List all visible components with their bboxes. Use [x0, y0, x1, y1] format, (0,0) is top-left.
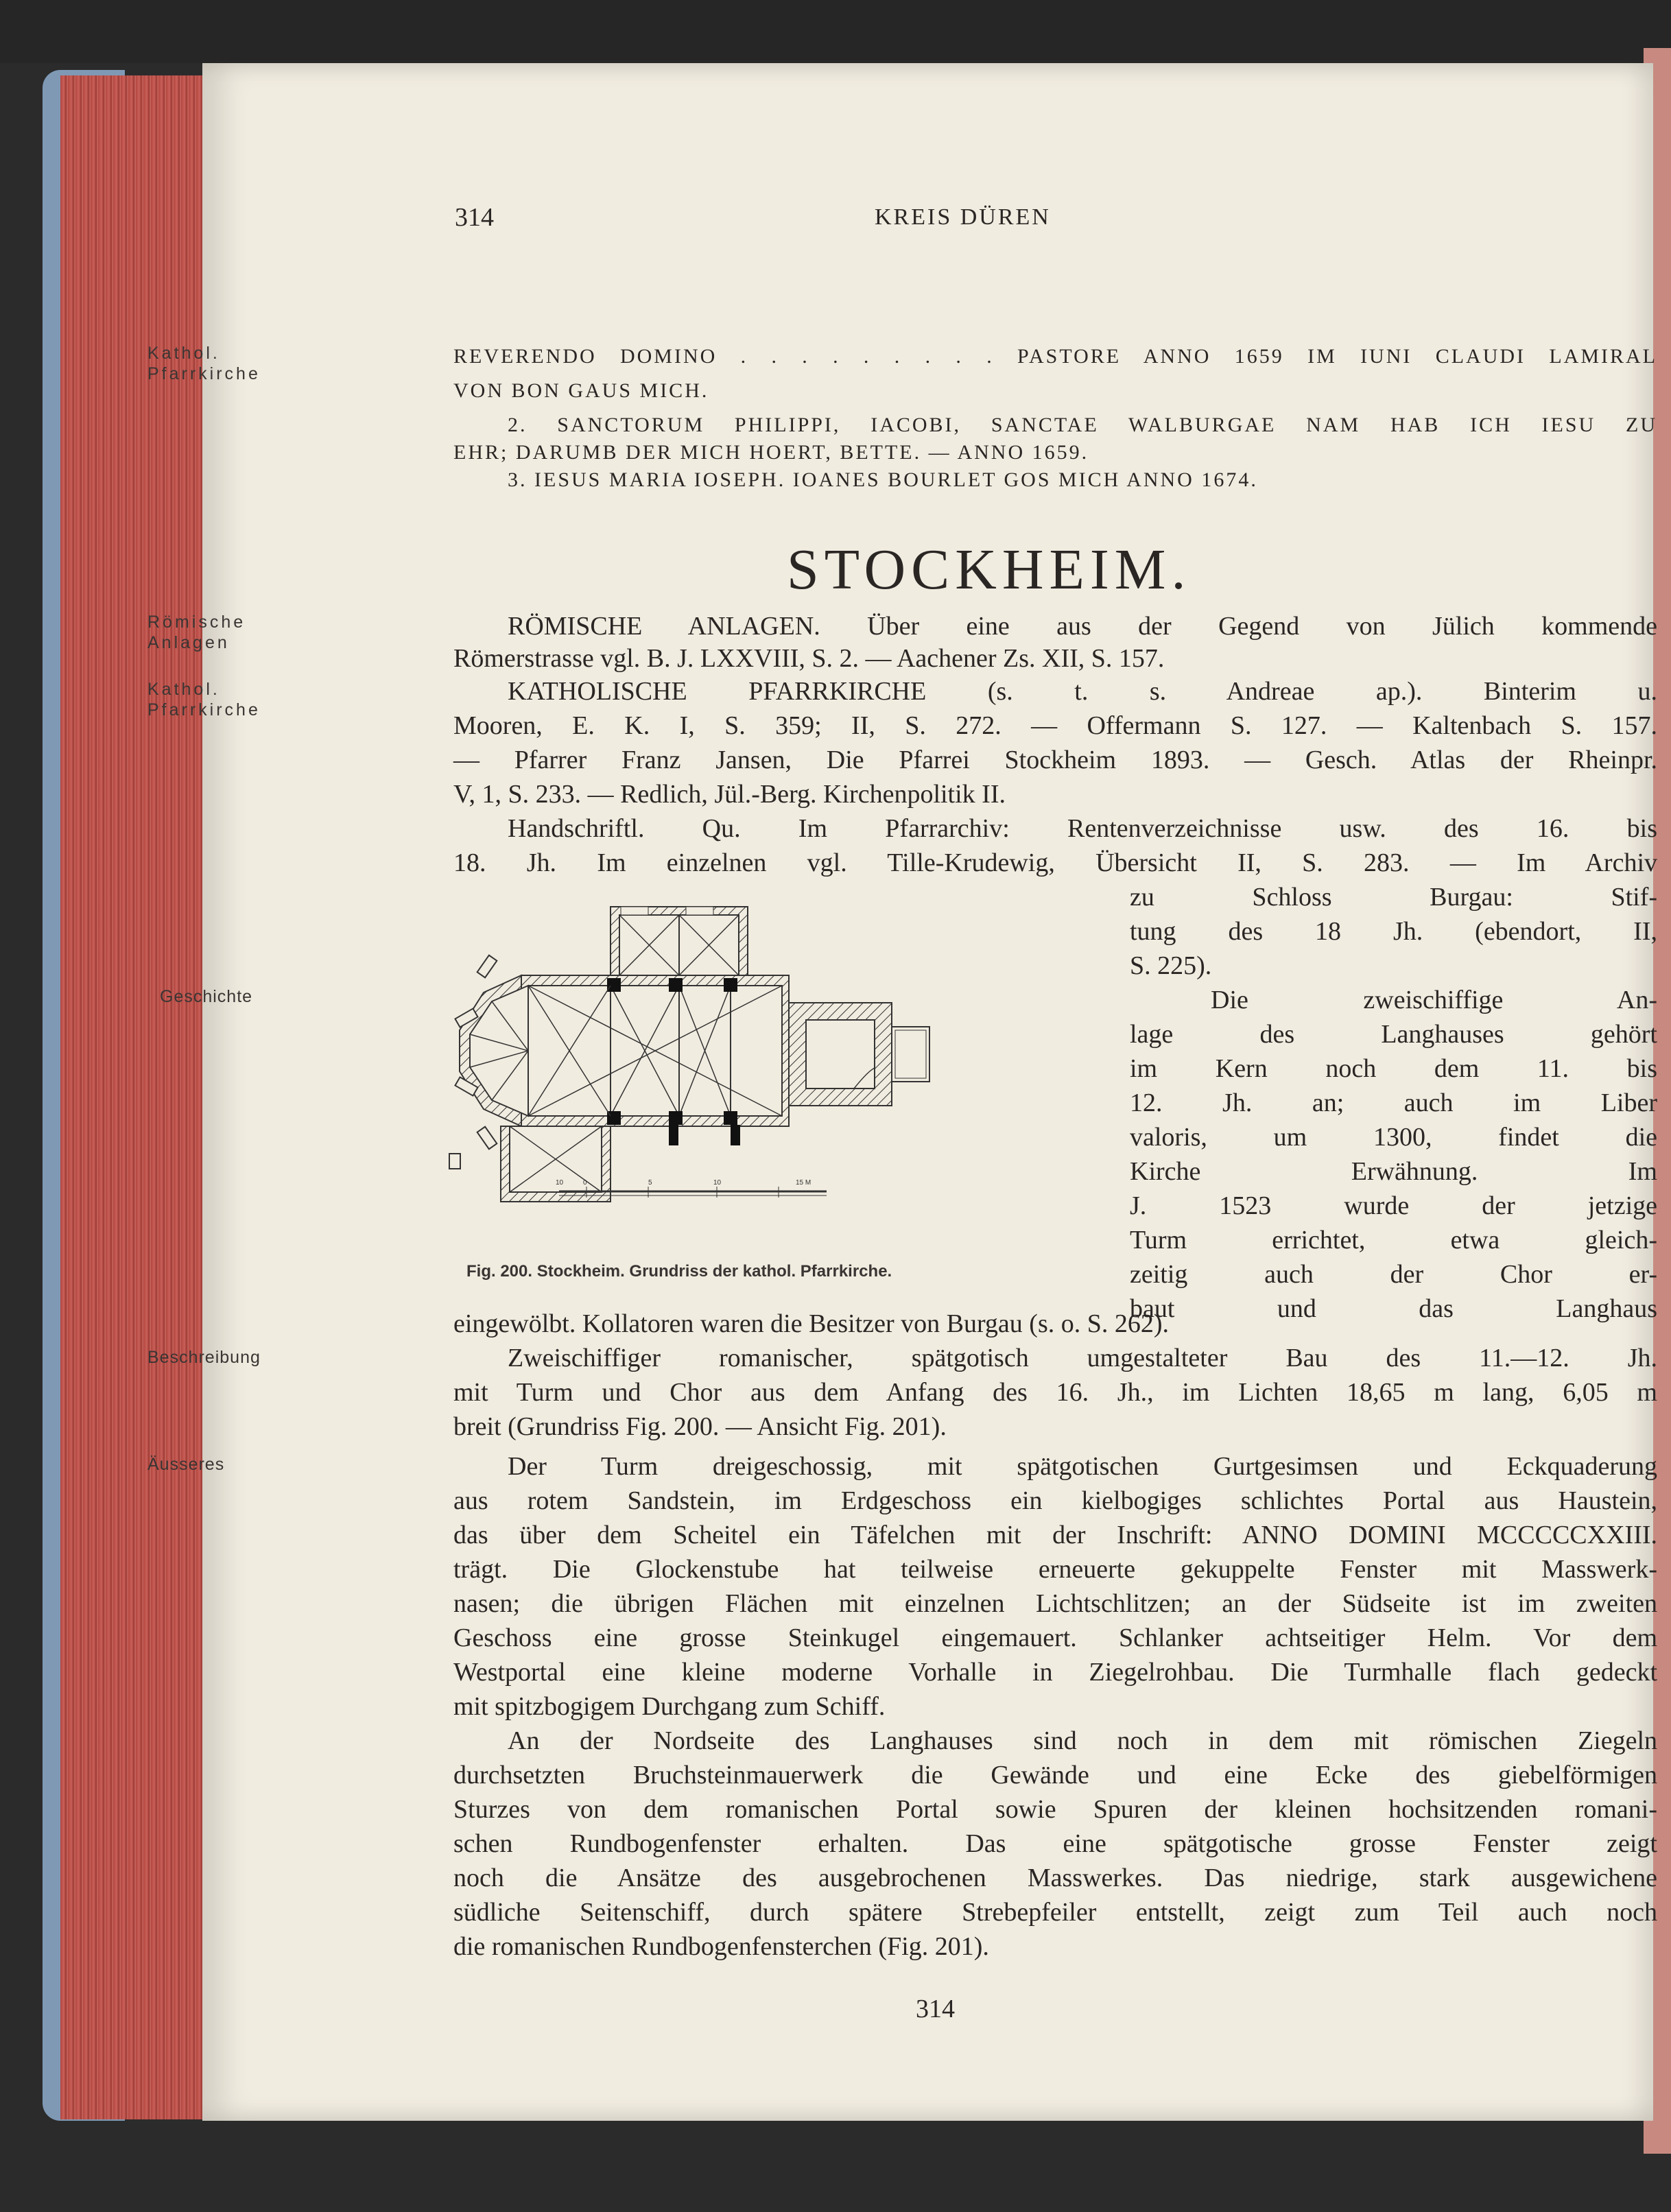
right-col-line: im Kern noch dem 11. bis [1130, 1054, 1657, 1083]
text-line: — Pfarrer Franz Jansen, Die Pfarrei Stockheim 1893. — Gesch. Atlas der Rheinpr. [453, 746, 1657, 774]
margin-note-roemische-anlagen: Römische Anlagen [147, 613, 246, 652]
scan-background [0, 0, 1671, 63]
right-col-line: Die zweischiffige An- [1211, 986, 1657, 1014]
bell-line-4: EHR; DARUMB DER MICH HOERT, BETTE. — ANNO 1659. [453, 441, 1089, 464]
page-number: 314 [455, 203, 494, 232]
text-line: südliche Seitenschiff, durch spätere Strebepfeiler entstellt, zeigt zum Teil auch noch [453, 1898, 1657, 1927]
right-col-line: S. 225). [1130, 951, 1212, 980]
text-line: die romanischen Rundbogenfensterchen (Fig. 201). [453, 1932, 989, 1961]
scale-label: 0 [583, 1179, 587, 1187]
right-col-line: Kirche Erwähnung. Im [1130, 1157, 1657, 1186]
right-col-line: baut und das Langhaus [1130, 1294, 1657, 1323]
right-col-line: Turm errichtet, etwa gleich- [1130, 1226, 1657, 1254]
text-line: aus rotem Sandstein, im Erdgeschoss ein kielbogiges schlichtes Portal aus Haustein, [453, 1486, 1657, 1515]
bell-line-1: REVERENDO DOMINO . . . . . . . . . PASTORE ANNO 1659 IM IUNI CLAUDI LAMIRAL [453, 345, 1657, 368]
text-line: mit Turm und Chor aus dem Anfang des 16. Jh., im Lichten 18,65 m lang, 6,05 m [453, 1378, 1657, 1407]
right-col-line: 12. Jh. an; auch im Liber [1130, 1089, 1657, 1117]
text-line: Sturzes von dem romanischen Portal sowie Spuren der kleinen hochsitzenden romani- [453, 1795, 1657, 1824]
margin-note-pfarrkirche: Kathol. Pfarrkirche [147, 344, 261, 383]
footer-page-number: 314 [916, 1995, 955, 2023]
text-line: durchsetzten Bruchsteinmauerwerk die Gewände und eine Ecke des giebelförmigen [453, 1761, 1657, 1789]
text-line: RÖMISCHE ANLAGEN. Über eine aus der Gegend von Jülich kommende [508, 612, 1657, 641]
scale-label: 10 [713, 1179, 722, 1187]
right-col-line: zeitig auch der Chor er- [1130, 1260, 1657, 1289]
text-line: An der Nordseite des Langhauses sind noch in dem mit römischen Ziegeln [508, 1726, 1657, 1755]
text-line: mit spitzbogigem Durchgang zum Schiff. [453, 1692, 886, 1721]
text-line: das über dem Scheitel ein Täfelchen mit der Inschrift: ANNO DOMINI MCCCCCXXIII. [453, 1521, 1657, 1549]
margin-note-beschreibung: Beschreibung [147, 1348, 261, 1367]
text-line: schen Rundbogenfenster erhalten. Das eine spätgotische grosse Fenster zeigt [453, 1829, 1657, 1858]
margin-note-pfarrkirche-2: Kathol. Pfarrkirche [147, 680, 261, 720]
text-line: Der Turm dreigeschossig, mit spätgotischen Gurtgesimsen und Eckquaderung [508, 1452, 1657, 1481]
scale-label: 10 [556, 1179, 564, 1187]
plan-tower [789, 1003, 929, 1106]
margin-note-aeusseres: Äusseres [147, 1455, 225, 1474]
bell-line-5: 3. IESUS MARIA IOSEPH. IOANES BOURLET GOS MICH ANNO 1674. [508, 468, 1258, 491]
right-col-line: valoris, um 1300, findet die [1130, 1123, 1657, 1152]
text-line: nasen; die übrigen Flächen mit einzelnen Lichtschlitzen; an der Südseite ist im zweiten [453, 1589, 1657, 1618]
text-line: Zweischiffiger romanischer, spätgotisch umgestalteter Bau des 11.—12. Jh. [508, 1344, 1657, 1372]
section-title: STOCKHEIM. [787, 538, 1192, 602]
text-line: Westportal eine kleine moderne Vorhalle in Ziegelrohbau. Die Turmhalle flach gedeckt [453, 1658, 1657, 1687]
bell-line-2: VON BON GAUS MICH. [453, 379, 709, 402]
text-line: noch die Ansätze des ausgebrochenen Masswerkes. Das niedrige, stark ausgewichene [453, 1864, 1657, 1892]
text-line: V, 1, S. 233. — Redlich, Jül.-Berg. Kirchenpolitik II. [453, 780, 1006, 809]
right-col-line: J. 1523 wurde der jetzige [1130, 1191, 1657, 1220]
right-col-line: zu Schloss Burgau: Stif- [1130, 883, 1657, 912]
text-line: Geschoss eine grosse Steinkugel eingemauert. Schlanker achtseitiger Helm. Vor dem [453, 1624, 1657, 1652]
bell-line-3: 2. SANCTORUM PHILIPPI, IACOBI, SANCTAE WALBURGAE NAM HAB ICH IESU ZU [508, 414, 1657, 436]
scale-label: 5 [648, 1179, 652, 1187]
text-line: 18. Jh. Im einzelnen vgl. Tille-Krudewig, Übersicht II, S. 283. — Im Archiv [453, 848, 1657, 877]
plan-north-chapels [611, 907, 748, 975]
right-col-line: tung des 18 Jh. (ebendort, II, [1130, 917, 1657, 946]
floor-plan-figure [442, 831, 1101, 1243]
text-line: breit (Grundriss Fig. 200. — Ansicht Fig. 201). [453, 1412, 947, 1441]
right-col-line: lage des Langhauses gehört [1130, 1020, 1657, 1049]
text-line: Römerstrasse vgl. B. J. LXXVIII, S. 2. — Aachener Zs. XII, S. 157. [453, 644, 1165, 673]
scale-label: 15 M [796, 1179, 811, 1187]
text-line: Handschriftl. Qu. Im Pfarrarchiv: Rentenverzeichnisse usw. des 16. bis [508, 814, 1657, 843]
text-line: trägt. Die Glockenstube hat teilweise erneuerte gekuppelte Fenster mit Masswerk- [453, 1555, 1657, 1584]
running-title: KREIS DÜREN [875, 204, 1051, 230]
book-page [147, 63, 1657, 2121]
text-line: Mooren, E. K. I, S. 359; II, S. 272. — Offermann S. 127. — Kaltenbach S. 157. [453, 711, 1657, 740]
margin-note-geschichte: Geschichte [160, 987, 253, 1006]
plan-nave [521, 975, 789, 1145]
text-line: KATHOLISCHE PFARRKIRCHE (s. t. s. Andreae ap.). Binterim u. [508, 677, 1657, 706]
text-line: eingewölbt. Kollatoren waren die Besitzer von Burgau (s. o. S. 262). [453, 1309, 1170, 1338]
figure-caption: Fig. 200. Stockheim. Grundriss der kathol. Pfarrkirche. [466, 1262, 892, 1281]
